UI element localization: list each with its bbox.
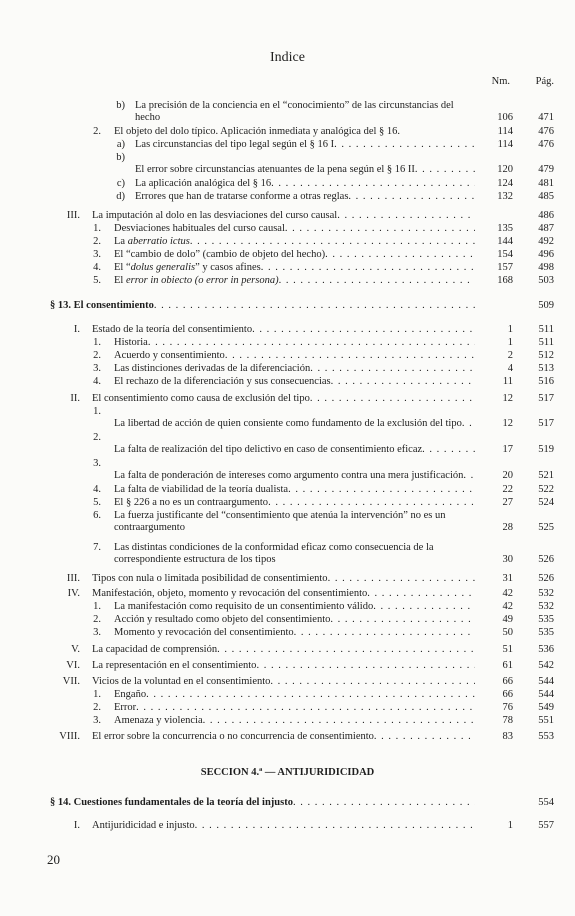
toc-entry-number: d) [116,191,125,202]
page-ref: 535 [538,627,554,638]
toc-entry [0,178,575,190]
toc-entry-number: I. [73,820,80,831]
marginal-number: 114 [497,139,513,150]
marginal-number: 50 [502,627,513,638]
toc-entry-title: La aberratio ictus [114,236,190,247]
marginal-number: 51 [502,644,513,655]
toc-entry-title: Las circunstancias del tipo legal según el § 16 I [135,139,335,150]
toc-entry-number: b) [116,100,125,111]
toc-entry [0,702,575,714]
toc-entry [0,715,575,727]
section-banner [0,767,575,779]
toc-entry-title: El error sobre circunstancias atenuantes de la pena según el § 16 II [135,164,415,175]
page-ref: 492 [538,236,554,247]
toc-entry-number: 4. [93,262,101,273]
page-ref: 476 [538,139,554,150]
dot-leader [256,660,475,672]
toc-entry-title: La libertad de acción de quien consiente como fundamento de la exclusión del tipo [114,418,462,429]
dot-leader [422,444,475,456]
dot-leader [310,393,475,405]
toc-entry [0,223,575,235]
marginal-number: 106 [497,112,513,123]
toc-entry-title: Momento y revocación del consentimiento [114,627,294,638]
marginal-number: 144 [497,236,513,247]
page-ref: 511 [538,324,554,335]
page-ref: 532 [538,588,554,599]
toc-entry-title: Tipos con nula o limitada posibilidad de consentimiento [92,573,328,584]
page-ref: 557 [538,820,554,831]
dot-leader [148,337,475,349]
marginal-number: 114 [497,126,513,137]
toc-entry-title: Errores que han de tratarse conforme a otras reglas [135,191,349,202]
toc-entry [0,337,575,349]
page-ref: 513 [538,363,554,374]
toc-entry-title: La falta de viabilidad de la teoría dualista [114,484,289,495]
toc-entry-title: § 13. El consentimiento [50,300,154,311]
toc-entry-number: 5. [93,497,101,508]
toc-entry [0,820,575,832]
marginal-number: 12 [502,418,513,429]
toc-entry-title: El error in obiecto (o error in persona) [114,275,279,286]
marginal-number: 12 [502,393,513,404]
marginal-number: 11 [502,376,513,387]
dot-leader [348,191,475,203]
toc-entry-number: 2. [93,614,101,625]
toc-entry-title: La manifestación como requisito de un consentimiento válido [114,601,374,612]
dot-leader [288,484,475,496]
page-ref: 524 [538,497,554,508]
toc-entry-title: La aplicación analógica del § 16 [135,178,272,189]
page-ref: 486 [538,210,554,221]
toc-entry-number: 2. [93,702,101,713]
dot-leader [136,702,475,714]
marginal-number: 22 [502,484,513,495]
toc-entry-title: El consentimiento como causa de exclusión del tipo [92,393,310,404]
toc-entry [0,324,575,336]
toc-entry-title: La falta de realización del tipo delictivo en caso de consentimiento eficaz [114,444,423,455]
marginal-number: 154 [497,249,513,260]
toc-entry-number: I. [73,324,80,335]
marginal-number: 42 [502,601,513,612]
dot-leader [270,676,475,688]
dot-leader [334,139,475,151]
toc-entry-title: Engaño [114,689,147,700]
toc-entry [0,458,575,482]
toc-entry-number: V. [71,644,80,655]
marginal-number: 17 [502,444,513,455]
toc-entry [0,126,575,138]
toc-entry [0,249,575,261]
dot-leader [203,715,475,727]
page-ref: 498 [538,262,554,273]
toc-entry [0,350,575,362]
marginal-number: 1 [507,820,513,831]
marginal-number: 66 [502,689,513,700]
toc-entry-title: El “cambio de dolo” (cambio de objeto del hecho) [114,249,326,260]
toc-entry-number: 1. [93,601,101,612]
toc-entry [0,406,575,430]
dot-leader [146,689,475,701]
toc-section-heading [0,300,575,312]
marginal-number: 28 [502,522,513,533]
marginal-number: 20 [502,470,513,481]
page-ref: 517 [538,418,554,429]
marginal-number: 157 [497,262,513,273]
toc-entry-number: 2. [93,126,101,137]
page-ref: 516 [538,376,554,387]
toc-entry [0,432,575,456]
toc-entry [0,484,575,496]
toc-entry [0,236,575,248]
marginal-number: 61 [502,660,513,671]
toc-entry-title: Error [114,702,137,713]
dot-leader [252,324,475,336]
dot-leader [225,350,475,362]
dot-leader [285,223,475,235]
toc-entry [0,100,575,124]
page-ref: 471 [538,112,554,123]
toc-entry-title: El rechazo de la diferenciación y sus consecuencias [114,376,331,387]
page-ref: 481 [538,178,554,189]
marginal-number: 27 [502,497,513,508]
toc-entry-number: 2. [93,350,101,361]
toc-entry-title: La imputación al dolo en las desviaciones del curso causal [92,210,338,221]
page-ref: 544 [538,676,554,687]
marginal-number: 83 [502,731,513,742]
toc-section-heading [0,797,575,809]
page-ref: 526 [538,554,554,565]
dot-leader [293,797,475,809]
toc-entry [0,191,575,203]
toc-entry-number: 2. [93,236,101,247]
dot-leader [271,178,475,190]
toc-entry-title: Manifestación, objeto, momento y revocación del consentimiento [92,588,368,599]
toc-entry-title: SECCION 4.ª — ANTIJURIDICIDAD [200,767,375,778]
dot-leader [337,210,475,222]
toc-entry-title: La representación en el consentimiento [92,660,257,671]
toc-entry-title: Acción y resultado como objeto del consentimiento [114,614,331,625]
toc-entry-number: III. [66,210,80,221]
toc-entry [0,262,575,274]
toc-entry-number: 3. [93,627,101,638]
marginal-number: 49 [502,614,513,625]
toc-entry-number: 4. [93,376,101,387]
page-ref: 519 [538,444,554,455]
marginal-number: 132 [497,191,513,202]
toc-entry-number: 1. [93,337,101,348]
dot-leader [310,363,475,375]
toc-entry-number: 4. [93,484,101,495]
page-ref: 496 [538,249,554,260]
toc-entry-title: La falta de ponderación de intereses como argumento contra una mera justificación [114,470,464,481]
page-ref: 536 [538,644,554,655]
toc-entry-title: Desviaciones habituales del curso causal [114,223,285,234]
page-ref: 553 [538,731,554,742]
page-ref: 551 [538,715,554,726]
toc-entry [0,139,575,151]
toc-entry-title: Vicios de la voluntad en el consentimiento [92,676,271,687]
toc-entry [0,510,575,534]
page-ref: 521 [538,470,554,481]
page-ref: 512 [538,350,554,361]
dot-leader [373,601,475,613]
marginal-number: 31 [502,573,513,584]
page-title: Indice [270,50,305,65]
toc-entry-number: 3. [93,715,101,726]
marginal-number: 120 [497,164,513,175]
page-ref: 549 [538,702,554,713]
toc-entry-number: 1. [93,689,101,700]
toc-entry-number: 1. [93,223,101,234]
page-ref: 503 [538,275,554,286]
toc-entry-number: VIII. [59,731,80,742]
toc-entry-title: La fuerza justificante del “consentimiento que atenúa la intervención” no es un contraargumento [114,510,446,533]
page-ref: 479 [538,164,554,175]
toc-entry-title: La precisión de la conciencia en el “conocimiento” de las circunstancias del hecho [135,100,454,123]
toc-entry [0,588,575,600]
dot-leader [294,627,475,639]
dot-leader [374,731,475,743]
page-ref: 532 [538,601,554,612]
dot-leader [463,470,475,482]
toc-entry-number: II. [70,393,80,404]
toc-entry-title: § 14. Cuestiones fundamentales de la teoría del injusto [50,797,293,808]
dot-leader [195,820,475,832]
column-header-nm: Nm. [491,76,510,87]
toc-entry-title: La capacidad de comprensión [92,644,218,655]
toc-entry-number: VII. [62,676,80,687]
toc-entry [0,363,575,375]
toc-entry [0,542,575,566]
toc-entry-title: Historia [114,337,148,348]
marginal-number: 1 [507,324,513,335]
marginal-number: 4 [507,363,513,374]
page-number: 20 [47,852,60,867]
marginal-number: 1 [507,337,513,348]
page-ref: 522 [538,484,554,495]
page-ref: 526 [538,573,554,584]
dot-leader [279,275,475,287]
toc-entry [0,731,575,743]
toc-entry-number: 6. [93,510,101,521]
toc-entry-title: El “dolus generalis” y casos afines [114,262,261,273]
marginal-number: 42 [502,588,513,599]
page-ref: 544 [538,689,554,700]
dot-leader [328,573,475,585]
page-ref: 517 [538,393,554,404]
dot-leader [415,164,475,176]
toc-entry [0,660,575,672]
marginal-number: 66 [502,676,513,687]
toc-entry [0,627,575,639]
toc-entry-number: a) [116,139,125,150]
dot-leader [462,418,475,430]
dot-leader [330,614,475,626]
toc-entry-number: 5. [93,275,101,286]
marginal-number: 168 [497,275,513,286]
toc-entry-number: c) [116,178,125,189]
toc-entry-title: Las distinciones derivadas de la diferenciación [114,363,311,374]
column-header-pag: Pág. [535,76,554,87]
toc-entry-title: Antijuridicidad e injusto [92,820,195,831]
toc-entry-number: 1. [93,406,101,417]
marginal-number: 30 [502,554,513,565]
page-ref: 525 [538,522,554,533]
dot-leader [261,262,475,274]
toc-entry [0,601,575,613]
marginal-number: 124 [497,178,513,189]
page-ref: 554 [538,797,554,808]
toc-entry [0,614,575,626]
toc-entry-title: El objeto del dolo típico. Aplicación inmediata y analógica del § 16. [114,126,401,137]
page-ref: 535 [538,614,554,625]
toc-entry [0,497,575,509]
page-ref: 476 [538,126,554,137]
toc-entry-number: 7. [93,542,101,553]
page-ref: 485 [538,191,554,202]
toc-entry [0,152,575,176]
toc-entry [0,376,575,388]
toc-entry [0,644,575,656]
dot-leader [325,249,475,261]
toc-entry-number: 3. [93,249,101,260]
dot-leader [217,644,475,656]
marginal-number: 135 [497,223,513,234]
toc-entry-number: IV. [67,588,80,599]
marginal-number: 78 [502,715,513,726]
page-ref: 542 [538,660,554,671]
marginal-number: 76 [502,702,513,713]
dot-leader [331,376,475,388]
marginal-number: 2 [507,350,513,361]
toc-entry [0,676,575,688]
page-ref: 511 [538,337,554,348]
page-ref: 509 [538,300,554,311]
toc-entry [0,689,575,701]
dot-leader [367,588,475,600]
toc-entry [0,210,575,222]
toc-entry-title: Acuerdo y consentimiento [114,350,225,361]
toc-entry [0,573,575,585]
toc-entry-number: 3. [93,363,101,374]
toc-entry [0,275,575,287]
toc-entry-title: Estado de la teoría del consentimiento [92,324,253,335]
toc-entry-number: VI. [66,660,80,671]
toc-entry-number: 2. [93,432,101,443]
toc-entry-number: III. [66,573,80,584]
toc-entry-number: b) [116,152,125,163]
dot-leader [190,236,475,248]
toc-entry-title: El § 226 a no es un contraargumento [114,497,269,508]
toc-entry [0,393,575,405]
toc-entry-title: Las distintas condiciones de la conformidad eficaz como consecuencia de la correspondiente estructura de los tipos [114,542,434,565]
toc-entry-number: 3. [93,458,101,469]
dot-leader [268,497,475,509]
page-ref: 487 [538,223,554,234]
toc-entry-title: El error sobre la concurrencia o no concurrencia de consentimiento [92,731,374,742]
dot-leader [154,300,475,312]
toc-entry-title: Amenaza y violencia [114,715,203,726]
